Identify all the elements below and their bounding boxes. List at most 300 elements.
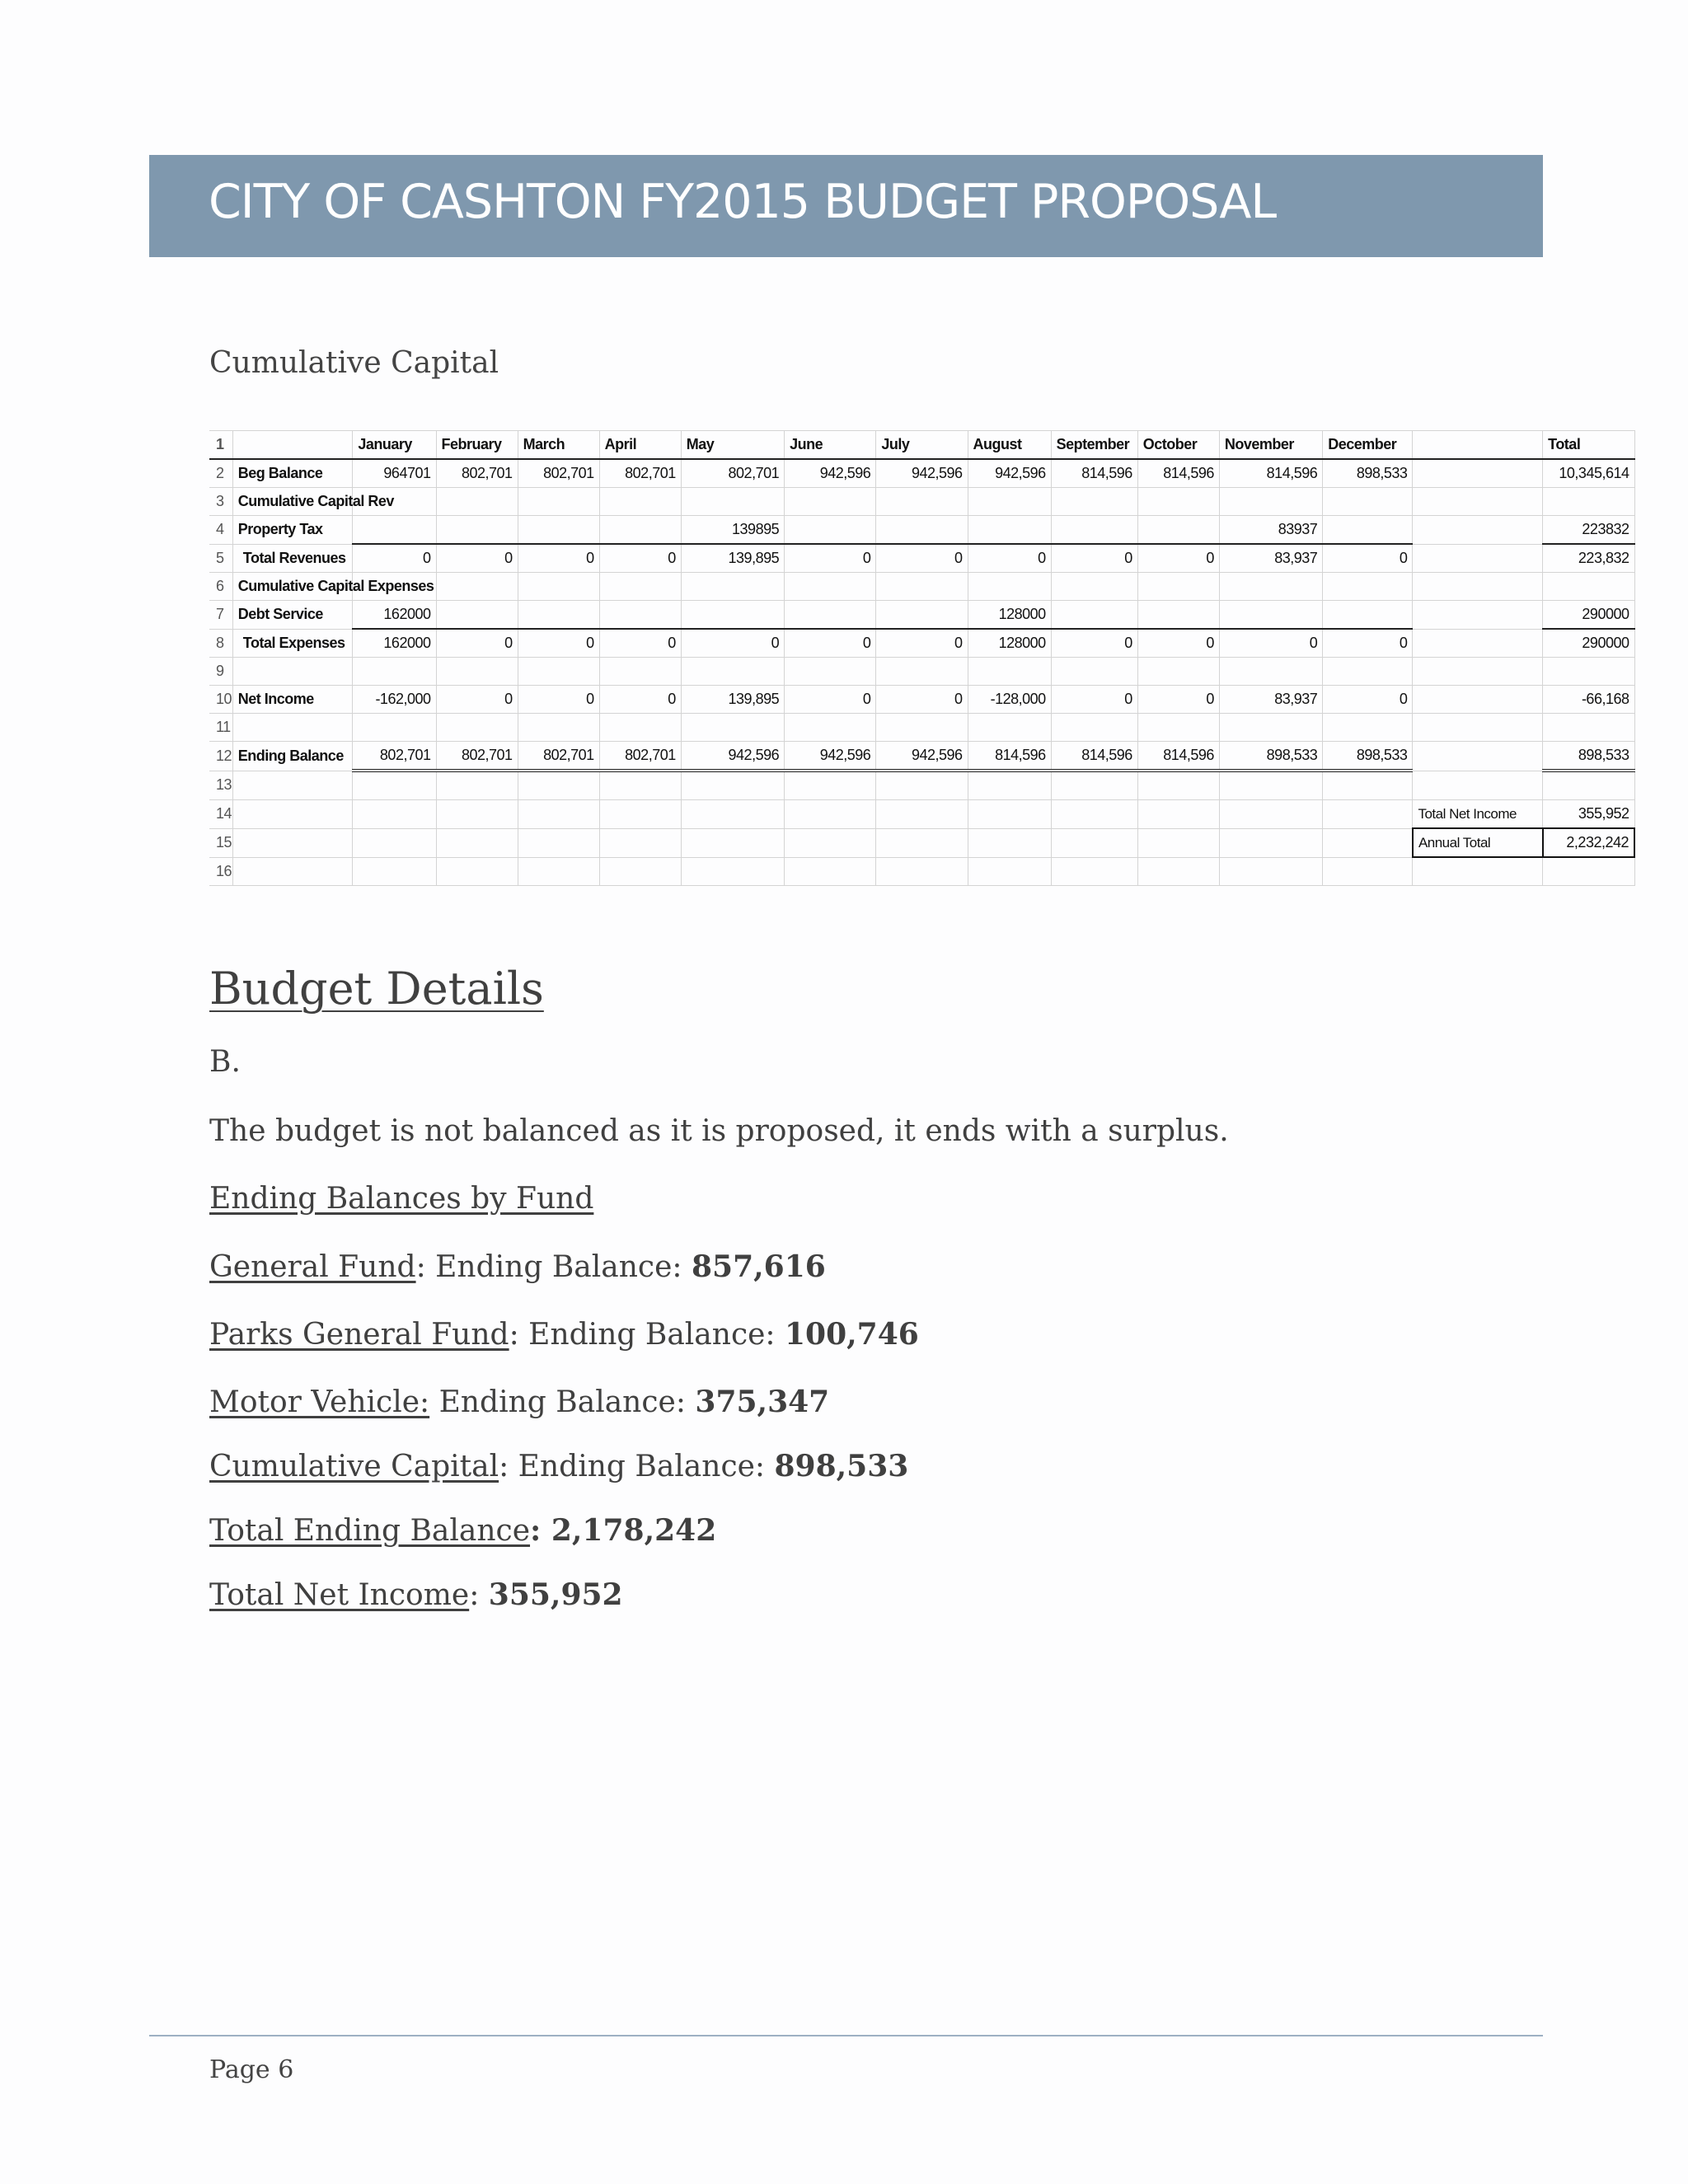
table-cell: 10,345,614 [1543,459,1634,488]
table-cell: 0 [518,629,599,658]
table-cell [968,573,1051,601]
row-label [232,714,353,742]
table-cell [785,771,876,800]
table-cell [1413,742,1543,771]
table-cell [1413,686,1543,714]
table-cell [1137,516,1219,545]
table-row [209,800,1634,829]
table-cell [1137,658,1219,686]
column-header: March [518,431,599,460]
table-cell [599,488,681,516]
table-cell: -128,000 [968,686,1051,714]
table-cell [785,573,876,601]
table-cell [1137,771,1219,800]
table-cell [1137,573,1219,601]
table-cell: 128000 [968,629,1051,658]
table-cell [436,516,518,545]
table-cell [436,658,518,686]
fund-general [209,1249,826,1284]
table-cell [785,601,876,630]
column-header: September [1051,431,1137,460]
table-cell [599,771,681,800]
table-cell: 814,596 [968,742,1051,771]
table-row [209,431,1634,460]
table-cell [518,857,599,886]
table-cell: 0 [1137,629,1219,658]
table-cell [436,573,518,601]
table-row [209,742,1634,771]
table-row [209,857,1634,886]
column-header: November [1219,431,1322,460]
table-cell [876,714,968,742]
table-cell [785,658,876,686]
table-cell [681,800,784,829]
table-cell [1219,714,1322,742]
table-cell [876,601,968,630]
table-cell [876,771,968,800]
row-number: 6 [209,573,232,601]
table-cell [518,573,599,601]
fund-name: Cumulative Capital [209,1450,499,1483]
row-label [232,658,353,686]
table-cell: 802,701 [518,742,599,771]
table-cell: 0 [518,544,599,573]
table-cell [681,828,784,857]
table-cell [1051,658,1137,686]
total-net-value: 355,952 [488,1577,623,1612]
table-cell [1051,516,1137,545]
row-label: Debt Service [232,601,353,630]
table-cell [436,488,518,516]
table-cell: 0 [785,629,876,658]
row-number: 15 [209,828,232,857]
table-cell: 223832 [1543,516,1634,545]
table-cell [681,601,784,630]
table-cell [876,828,968,857]
row-label: Property Tax [232,516,353,545]
table-cell: 0 [353,544,436,573]
table-cell [1137,857,1219,886]
table-row [209,544,1634,573]
table-cell [1413,658,1543,686]
table-cell [1219,800,1322,829]
table-cell: 0 [876,544,968,573]
table-cell [1323,857,1413,886]
table-cell: 0 [599,544,681,573]
table-cell: 942,596 [968,459,1051,488]
row-number: 3 [209,488,232,516]
table-cell: 223,832 [1543,544,1634,573]
table-cell [1413,488,1543,516]
row-label [232,771,353,800]
table-cell [968,828,1051,857]
table-cell [968,800,1051,829]
table-cell: 0 [876,629,968,658]
row-number: 14 [209,800,232,829]
table-cell [681,658,784,686]
fund-value: 100,746 [784,1317,919,1352]
table-row [209,459,1634,488]
table-cell [518,601,599,630]
row-number: 1 [209,431,232,460]
table-cell [353,857,436,886]
table-cell [599,800,681,829]
table-cell [876,516,968,545]
table-cell [1323,714,1413,742]
table-cell: 2,232,242 [1543,828,1634,857]
table-row [209,488,1634,516]
ending-balances-subheading: Ending Balances by Fund [209,1182,594,1216]
table-cell: 139,895 [681,686,784,714]
table-cell [436,857,518,886]
table-row [209,828,1634,857]
table-cell [599,516,681,545]
row-label: Total Revenues [232,544,353,573]
table-cell: 802,701 [599,742,681,771]
item-letter: B. [209,1045,241,1079]
table-cell: 355,952 [1543,800,1634,829]
table-cell [1219,488,1322,516]
table-cell: 0 [1219,629,1322,658]
table-row [209,629,1634,658]
total-net-label: Total Net Income [209,1578,470,1612]
table-cell [1219,771,1322,800]
table-cell [1323,658,1413,686]
table-row [209,601,1634,630]
table-cell [968,857,1051,886]
budget-statement: The budget is not balanced as it is proposed, it ends with a surplus. [209,1114,1229,1148]
table-cell [1051,601,1137,630]
total-net-sep: : [469,1578,489,1612]
fund-parks [209,1317,919,1352]
table-cell [599,658,681,686]
table-cell: Annual Total [1413,828,1543,857]
table-cell [353,828,436,857]
table-cell [518,658,599,686]
fund-value: 898,533 [774,1449,909,1483]
table-cell: 942,596 [785,459,876,488]
column-header: July [876,431,968,460]
table-cell: 290000 [1543,601,1634,630]
table-cell: Total Net Income [1413,800,1543,829]
table-cell [1543,771,1634,800]
table-cell: 162000 [353,601,436,630]
table-cell [785,714,876,742]
column-header: May [681,431,784,460]
table-cell [1219,658,1322,686]
table-cell [1219,601,1322,630]
table-cell: -162,000 [353,686,436,714]
table-cell [1543,488,1634,516]
table-cell: 0 [1051,544,1137,573]
table-row [209,686,1634,714]
table-cell: 83,937 [1219,544,1322,573]
row-number: 2 [209,459,232,488]
table-cell: 814,596 [1137,459,1219,488]
table-cell [599,714,681,742]
table-cell [353,800,436,829]
row-label [232,857,353,886]
table-cell [1051,800,1137,829]
table-cell [599,857,681,886]
table-row [209,771,1634,800]
table-cell [1413,544,1543,573]
row-label: Ending Balance [232,742,353,771]
table-cell [1323,488,1413,516]
table-cell [1413,601,1543,630]
table-cell [681,771,784,800]
row-number: 9 [209,658,232,686]
table-cell [1051,771,1137,800]
table-cell: 83937 [1219,516,1322,545]
table-cell [436,771,518,800]
table-cell [1051,857,1137,886]
table-cell [681,488,784,516]
table-cell: 0 [1051,686,1137,714]
table-cell [681,714,784,742]
table-cell: 0 [785,686,876,714]
table-cell: 898,533 [1543,742,1634,771]
column-header: August [968,431,1051,460]
table-cell [599,828,681,857]
spreadsheet-image [209,430,1635,879]
table-cell [1413,573,1543,601]
table-cell: 814,596 [1051,742,1137,771]
table-cell [353,771,436,800]
table-cell: 942,596 [876,459,968,488]
row-label [232,431,353,460]
table-cell [1323,601,1413,630]
column-header: April [599,431,681,460]
column-header: October [1137,431,1219,460]
row-number: 5 [209,544,232,573]
table-cell [518,488,599,516]
table-cell: 0 [1137,544,1219,573]
table-cell: 0 [1137,686,1219,714]
fund-name: Motor Vehicle: [209,1385,430,1419]
table-cell: 0 [436,544,518,573]
table-cell: 898,533 [1323,459,1413,488]
cumulative-capital-table [209,430,1635,886]
table-cell [1413,459,1543,488]
table-cell [436,601,518,630]
column-header: June [785,431,876,460]
budget-details-heading: Budget Details [209,963,544,1015]
table-cell [1543,658,1634,686]
column-header: February [436,431,518,460]
table-cell [1543,573,1634,601]
table-cell: 898,533 [1323,742,1413,771]
row-number: 4 [209,516,232,545]
table-cell [1323,828,1413,857]
fund-sep: : Ending Balance: [415,1250,692,1284]
table-cell: 802,701 [436,742,518,771]
table-cell [1137,714,1219,742]
table-cell [681,857,784,886]
table-cell: 0 [876,686,968,714]
table-row [209,658,1634,686]
document-title: CITY OF CASHTON FY2015 BUDGET PROPOSAL [209,175,1277,229]
table-cell: 0 [681,629,784,658]
table-cell [1219,857,1322,886]
table-cell [876,800,968,829]
total-ending-balance [209,1513,716,1548]
fund-cumulative-capital [209,1449,908,1483]
section-label: Cumulative Capital [209,346,499,380]
table-cell [1051,714,1137,742]
row-number: 16 [209,857,232,886]
table-cell [1219,828,1322,857]
table-cell [1323,516,1413,545]
table-cell: 0 [599,686,681,714]
table-cell: 0 [1323,686,1413,714]
table-cell [1413,629,1543,658]
table-cell: 814,596 [1051,459,1137,488]
table-cell [518,771,599,800]
table-cell: 83,937 [1219,686,1322,714]
table-cell: 139895 [681,516,784,545]
table-cell: 964701 [353,459,436,488]
column-header [1413,431,1543,460]
title-banner [149,155,1543,257]
table-cell: 0 [1323,629,1413,658]
table-cell: 0 [785,544,876,573]
table-cell: 0 [1323,544,1413,573]
table-cell: 162000 [353,629,436,658]
fund-value: 857,616 [691,1249,826,1284]
table-cell [876,857,968,886]
table-cell: 139,895 [681,544,784,573]
table-cell [1413,771,1543,800]
row-number: 8 [209,629,232,658]
table-cell: 290000 [1543,629,1634,658]
table-cell: 814,596 [1137,742,1219,771]
table-cell [785,857,876,886]
table-cell: 802,701 [599,459,681,488]
table-cell [436,800,518,829]
table-row [209,516,1634,545]
table-cell [353,658,436,686]
table-cell [1413,857,1543,886]
total-net-income [209,1577,623,1612]
table-cell [436,828,518,857]
fund-sep: Ending Balance: [429,1385,696,1419]
table-cell [1323,800,1413,829]
table-cell [1543,857,1634,886]
fund-name: General Fund [209,1250,416,1284]
row-number: 11 [209,714,232,742]
total-ending-value: : 2,178,242 [530,1513,717,1548]
table-cell [1137,488,1219,516]
fund-sep: : Ending Balance: [499,1450,775,1483]
table-cell [436,714,518,742]
table-cell [785,516,876,545]
table-cell: 802,701 [436,459,518,488]
table-cell [1413,714,1543,742]
row-number: 13 [209,771,232,800]
table-row [209,714,1634,742]
table-cell [785,828,876,857]
page-number: Page 6 [209,2055,294,2084]
table-cell: -66,168 [1543,686,1634,714]
table-cell [599,573,681,601]
column-header: December [1323,431,1413,460]
fund-name: Parks General Fund [209,1318,509,1352]
row-label: Cumulative Capital Expenses [232,573,353,601]
table-cell [876,658,968,686]
table-cell: 814,596 [1219,459,1322,488]
table-cell [1137,800,1219,829]
table-cell [1413,516,1543,545]
table-cell [518,516,599,545]
table-cell [681,573,784,601]
table-cell [785,488,876,516]
table-cell [1051,573,1137,601]
row-label: Beg Balance [232,459,353,488]
table-row [209,573,1634,601]
table-cell [1323,573,1413,601]
row-label: Total Expenses [232,629,353,658]
table-cell [518,714,599,742]
fund-motor-vehicle [209,1385,829,1419]
table-cell [968,771,1051,800]
table-cell [968,714,1051,742]
column-header: Total [1543,431,1634,460]
row-label [232,828,353,857]
table-cell [353,516,436,545]
table-cell: 0 [968,544,1051,573]
table-cell: 802,701 [353,742,436,771]
table-cell [518,800,599,829]
table-cell: 0 [518,686,599,714]
table-cell: 802,701 [681,459,784,488]
fund-sep: : Ending Balance: [509,1318,785,1352]
table-cell: 0 [599,629,681,658]
row-number: 7 [209,601,232,630]
table-cell: 898,533 [1219,742,1322,771]
table-cell [968,658,1051,686]
table-cell: 942,596 [681,742,784,771]
row-number: 12 [209,742,232,771]
table-cell: 0 [436,629,518,658]
table-cell [599,601,681,630]
table-cell: 802,701 [518,459,599,488]
column-header: January [353,431,436,460]
table-cell: 0 [1051,629,1137,658]
row-label: Cumulative Capital Rev [232,488,353,516]
table-cell [876,573,968,601]
table-cell [968,488,1051,516]
table-cell: 0 [436,686,518,714]
table-cell [968,516,1051,545]
table-cell: 942,596 [876,742,968,771]
total-ending-label: Total Ending Balance [209,1514,531,1548]
table-cell [1137,828,1219,857]
row-label [232,800,353,829]
table-cell [785,800,876,829]
row-number: 10 [209,686,232,714]
table-cell [876,488,968,516]
table-cell: 942,596 [785,742,876,771]
footer-rule [149,2035,1543,2036]
table-cell [1543,714,1634,742]
table-cell [353,714,436,742]
row-label: Net Income [232,686,353,714]
table-cell [1219,573,1322,601]
table-cell [1051,828,1137,857]
table-cell: 128000 [968,601,1051,630]
table-cell [1323,771,1413,800]
